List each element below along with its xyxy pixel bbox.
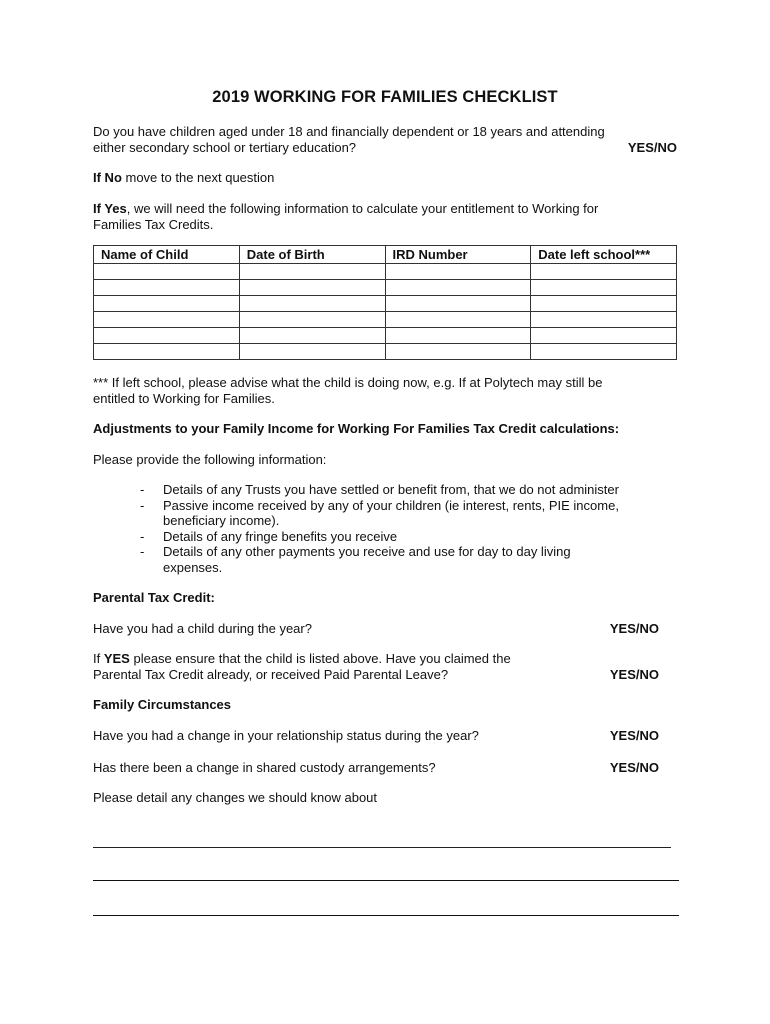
bullet-text: Passive income received by any of your children (ie interest, rents, PIE income, (163, 497, 619, 513)
answer-line-1[interactable] (93, 847, 671, 848)
if-yes-label: If Yes (93, 201, 127, 216)
footnote-line1: *** If left school, please advise what the child is doing now, e.g. If at Polytech may still be (93, 375, 603, 390)
bullet-dash: - (140, 544, 145, 559)
table-cell[interactable] (531, 312, 677, 328)
family-circumstances-heading: Family Circumstances (93, 697, 232, 712)
bullet-text-cont: expenses. (163, 559, 223, 575)
table-row (94, 312, 677, 328)
family-question-2-answer[interactable]: YES/NO (609, 760, 659, 775)
family-question-1 (93, 728, 659, 744)
table-cell[interactable] (94, 264, 240, 280)
table-cell[interactable] (239, 264, 385, 280)
table-cell[interactable] (385, 296, 531, 312)
list-item (140, 498, 680, 529)
detail-changes-prompt: Please detail any changes we should know about (93, 790, 378, 805)
table-cell[interactable] (94, 296, 240, 312)
left-school-footnote (93, 375, 677, 407)
list-item (140, 544, 680, 575)
if-yes-text-line1: , we will need the following information to calculate your entitlement to Working for (126, 201, 599, 216)
answer-line-2[interactable] (93, 880, 679, 881)
table-cell[interactable] (385, 264, 531, 280)
table-cell[interactable] (239, 328, 385, 344)
header-name-of-child: Name of Child (94, 246, 240, 264)
bullet-text: Details of any fringe benefits you receive (163, 528, 398, 544)
table-row (94, 344, 677, 360)
parental-q2-prefix: If (93, 651, 104, 666)
parental-q2-line2: Parental Tax Credit already, or received Paid Parental Leave? (93, 667, 449, 682)
table-cell[interactable] (94, 344, 240, 360)
please-provide-text: Please provide the following information: (93, 452, 327, 467)
children-table (93, 245, 677, 360)
page-title: 2019 WORKING FOR FAMILIES CHECKLIST (212, 88, 558, 106)
parental-question-1-answer[interactable]: YES/NO (609, 621, 659, 636)
family-question-1-answer[interactable]: YES/NO (609, 728, 659, 743)
table-cell[interactable] (385, 312, 531, 328)
table-cell[interactable] (385, 344, 531, 360)
parental-question-1 (93, 621, 659, 637)
if-yes-instruction (93, 201, 677, 233)
bullet-dash: - (140, 497, 145, 513)
header-ird-number: IRD Number (385, 246, 531, 264)
if-yes-text-line2: Families Tax Credits. (93, 217, 214, 232)
table-cell[interactable] (94, 280, 240, 296)
parental-tax-credit-heading: Parental Tax Credit: (93, 590, 215, 605)
parental-q2-yes: YES (103, 651, 130, 666)
table-cell[interactable] (531, 328, 677, 344)
bullet-text: Details of any Trusts you have settled or benefit from, that we do not administer (163, 482, 619, 497)
bullet-dash: - (140, 528, 145, 544)
table-cell[interactable] (239, 280, 385, 296)
bullet-dash: - (140, 482, 145, 497)
table-row (94, 264, 677, 280)
table-row (94, 328, 677, 344)
children-question-line2: either secondary school or tertiary education? (93, 140, 357, 155)
children-question (93, 124, 677, 156)
parental-question-2-answer[interactable]: YES/NO (609, 667, 659, 682)
header-date-of-birth: Date of Birth (239, 246, 385, 264)
table-cell[interactable] (385, 328, 531, 344)
parental-q2-line1: please ensure that the child is listed above. Have you claimed the (129, 651, 511, 666)
table-cell[interactable] (239, 312, 385, 328)
table-cell[interactable] (385, 280, 531, 296)
income-details-list (140, 482, 680, 575)
table-cell[interactable] (94, 312, 240, 328)
parental-question-2 (93, 651, 659, 683)
bullet-text-cont: beneficiary income). (163, 513, 280, 528)
children-table-header (94, 246, 677, 264)
table-cell[interactable] (239, 296, 385, 312)
family-question-1-text: Have you had a change in your relationship status during the year? (93, 728, 479, 743)
children-question-line1: Do you have children aged under 18 and financially dependent or 18 years and attending (93, 124, 605, 139)
header-date-left-school: Date left school*** (531, 246, 677, 264)
table-cell[interactable] (531, 280, 677, 296)
adjustments-heading: Adjustments to your Family Income for Working For Families Tax Credit calculations: (93, 421, 620, 436)
if-no-text: move to the next question (121, 170, 275, 185)
table-cell[interactable] (531, 296, 677, 312)
list-item (140, 529, 680, 545)
table-cell[interactable] (94, 328, 240, 344)
list-item (140, 482, 680, 498)
answer-line-3[interactable] (93, 915, 679, 916)
footnote-line2: entitled to Working for Families. (93, 391, 275, 406)
bullet-text: Details of any other payments you receive and use for day to day living (163, 544, 571, 559)
parental-question-1-text: Have you had a child during the year? (93, 621, 312, 636)
table-row (94, 296, 677, 312)
family-question-2 (93, 760, 659, 776)
table-cell[interactable] (531, 264, 677, 280)
family-question-2-text: Has there been a change in shared custody arrangements? (93, 760, 436, 775)
table-cell[interactable] (531, 344, 677, 360)
table-cell[interactable] (239, 344, 385, 360)
table-row (94, 280, 677, 296)
children-question-answer[interactable]: YES/NO (627, 140, 677, 155)
if-no-label: If No (93, 170, 122, 185)
if-no-instruction (93, 170, 663, 186)
